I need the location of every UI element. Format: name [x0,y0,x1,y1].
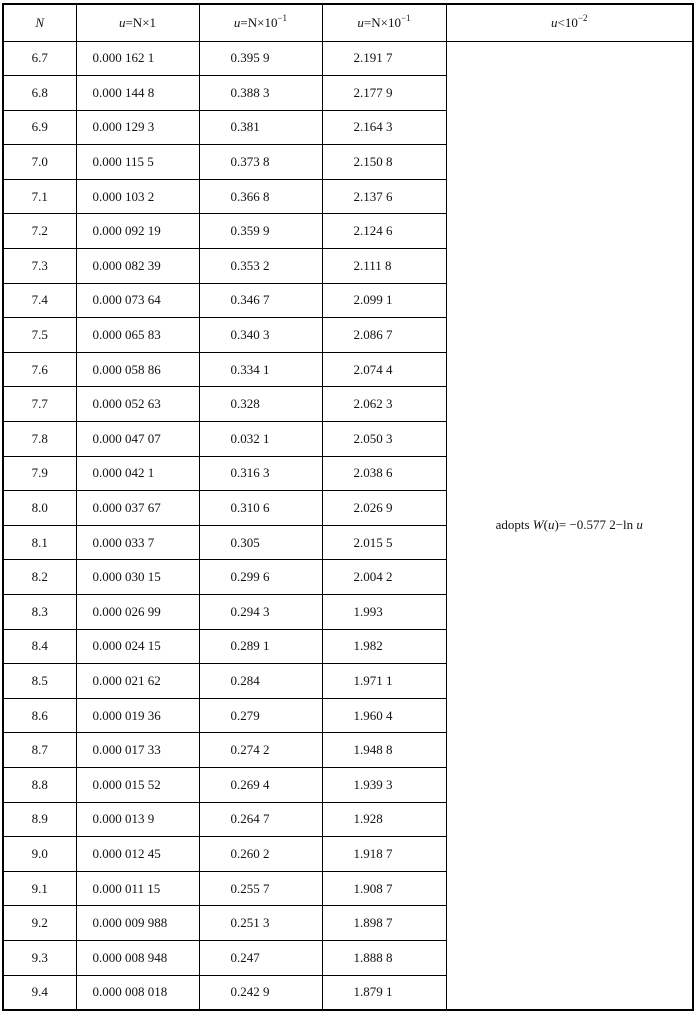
cell-u-n1: 0.000 092 19 [76,214,199,249]
cell-u-n10-1-b: 1.879 1 [322,975,446,1010]
cell-u-n1: 0.000 019 36 [76,698,199,733]
cell-n: 7.7 [3,387,76,422]
cell-u-n1: 0.000 008 948 [76,940,199,975]
cell-u-n10-1-b: 2.004 2 [322,560,446,595]
cell-u-n10-1-b: 1.908 7 [322,871,446,906]
header-u-n1: u=N×1 [76,4,199,41]
cell-u-n1: 0.000 017 33 [76,733,199,768]
table-row [3,41,693,76]
cell-u-n10-1: 0.305 [199,525,322,560]
cell-u-n1: 0.000 115 5 [76,145,199,180]
cell-u-n10-1: 0.381 [199,110,322,145]
cell-n: 7.0 [3,145,76,180]
cell-u-n10-1: 0.251 3 [199,906,322,941]
cell-u-n1: 0.000 012 45 [76,837,199,872]
approximation-note: adopts W(u)= −0.577 2−ln u [446,41,693,1010]
cell-u-n10-1: 0.395 9 [199,41,322,76]
cell-n: 8.2 [3,560,76,595]
cell-u-n10-1: 0.264 7 [199,802,322,837]
header-n: N [3,4,76,41]
cell-u-n10-1-b: 2.050 3 [322,422,446,457]
cell-u-n1: 0.000 026 99 [76,595,199,630]
cell-n: 7.1 [3,179,76,214]
cell-u-n10-1-b: 2.177 9 [322,76,446,111]
cell-n: 8.9 [3,802,76,837]
cell-u-n10-1-b: 1.948 8 [322,733,446,768]
cell-u-n1: 0.000 058 86 [76,352,199,387]
cell-u-n10-1-b: 2.191 7 [322,41,446,76]
cell-n: 8.7 [3,733,76,768]
cell-u-n1: 0.000 073 64 [76,283,199,318]
cell-u-n10-1: 0.255 7 [199,871,322,906]
cell-u-n10-1-b: 2.111 8 [322,249,446,284]
cell-n: 8.4 [3,629,76,664]
cell-u-n1: 0.000 042 1 [76,456,199,491]
cell-u-n1: 0.000 021 62 [76,664,199,699]
cell-u-n10-1: 0.353 2 [199,249,322,284]
cell-u-n1: 0.000 013 9 [76,802,199,837]
cell-u-n10-1: 0.274 2 [199,733,322,768]
cell-u-n10-1-b: 2.099 1 [322,283,446,318]
cell-n: 6.7 [3,41,76,76]
cell-u-n10-1-b: 1.960 4 [322,698,446,733]
cell-u-n10-1-b: 1.898 7 [322,906,446,941]
cell-n: 8.8 [3,767,76,802]
cell-n: 7.4 [3,283,76,318]
cell-u-n10-1: 0.284 [199,664,322,699]
cell-u-n1: 0.000 009 988 [76,906,199,941]
cell-n: 7.2 [3,214,76,249]
cell-u-n1: 0.000 024 15 [76,629,199,664]
cell-u-n10-1-b: 1.971 1 [322,664,446,699]
cell-u-n10-1: 0.310 6 [199,491,322,526]
cell-u-n1: 0.000 103 2 [76,179,199,214]
cell-u-n1: 0.000 162 1 [76,41,199,76]
cell-u-n10-1-b: 2.074 4 [322,352,446,387]
cell-n: 9.2 [3,906,76,941]
cell-u-n1: 0.000 065 83 [76,318,199,353]
cell-n: 8.6 [3,698,76,733]
cell-u-n10-1-b: 2.137 6 [322,179,446,214]
cell-u-n10-1: 0.242 9 [199,975,322,1010]
cell-u-n10-1: 0.247 [199,940,322,975]
cell-u-n1: 0.000 037 67 [76,491,199,526]
header-u-lt-10-2: $u<10^{-2}$ [446,4,693,41]
cell-u-n1: 0.000 144 8 [76,76,199,111]
cell-u-n10-1-b: 2.015 5 [322,525,446,560]
header-u-n10-1: $u=N\times 10^{-1}$ [199,4,322,41]
cell-n: 6.9 [3,110,76,145]
cell-u-n10-1: 0.279 [199,698,322,733]
cell-u-n10-1: 0.289 1 [199,629,322,664]
cell-n: 7.3 [3,249,76,284]
cell-u-n10-1-b: 1.982 [322,629,446,664]
cell-u-n10-1-b: 2.164 3 [322,110,446,145]
cell-u-n10-1: 0.299 6 [199,560,322,595]
cell-n: 8.5 [3,664,76,699]
cell-u-n10-1-b: 1.928 [322,802,446,837]
cell-u-n10-1-b: 1.918 7 [322,837,446,872]
cell-u-n1: 0.000 129 3 [76,110,199,145]
cell-u-n10-1-b: 2.062 3 [322,387,446,422]
cell-u-n10-1-b: 1.939 3 [322,767,446,802]
cell-u-n10-1: 0.388 3 [199,76,322,111]
cell-n: 6.8 [3,76,76,111]
cell-n: 8.3 [3,595,76,630]
cell-u-n10-1: 0.366 8 [199,179,322,214]
cell-u-n10-1: 0.269 4 [199,767,322,802]
cell-n: 7.5 [3,318,76,353]
cell-n: 7.9 [3,456,76,491]
well-function-table [2,3,694,1011]
cell-u-n10-1: 0.346 7 [199,283,322,318]
cell-u-n1: 0.000 047 07 [76,422,199,457]
cell-u-n10-1: 0.260 2 [199,837,322,872]
cell-u-n10-1-b: 2.026 9 [322,491,446,526]
cell-u-n10-1-b: 2.086 7 [322,318,446,353]
cell-u-n10-1-b: 2.038 6 [322,456,446,491]
cell-n: 8.0 [3,491,76,526]
cell-u-n10-1-b: 2.124 6 [322,214,446,249]
cell-n: 9.1 [3,871,76,906]
cell-u-n10-1-b: 1.993 [322,595,446,630]
header-row [3,4,693,41]
cell-u-n10-1: 0.373 8 [199,145,322,180]
cell-u-n10-1: 0.340 3 [199,318,322,353]
cell-u-n1: 0.000 015 52 [76,767,199,802]
cell-u-n1: 0.000 011 15 [76,871,199,906]
cell-n: 9.0 [3,837,76,872]
cell-n: 8.1 [3,525,76,560]
cell-n: 9.3 [3,940,76,975]
cell-u-n1: 0.000 082 39 [76,249,199,284]
cell-u-n1: 0.000 033 7 [76,525,199,560]
cell-u-n10-1: 0.294 3 [199,595,322,630]
cell-u-n10-1: 0.316 3 [199,456,322,491]
cell-u-n1: 0.000 030 15 [76,560,199,595]
header-u-n10-1-b: $u=N\times 10^{-1}$ [322,4,446,41]
cell-u-n10-1: 0.328 [199,387,322,422]
cell-n: 9.4 [3,975,76,1010]
cell-u-n10-1-b: 1.888 8 [322,940,446,975]
cell-u-n1: 0.000 008 018 [76,975,199,1010]
cell-n: 7.6 [3,352,76,387]
cell-u-n10-1: 0.359 9 [199,214,322,249]
cell-u-n10-1-b: 2.150 8 [322,145,446,180]
cell-n: 7.8 [3,422,76,457]
cell-u-n10-1: 0.032 1 [199,422,322,457]
cell-u-n1: 0.000 052 63 [76,387,199,422]
cell-u-n10-1: 0.334 1 [199,352,322,387]
